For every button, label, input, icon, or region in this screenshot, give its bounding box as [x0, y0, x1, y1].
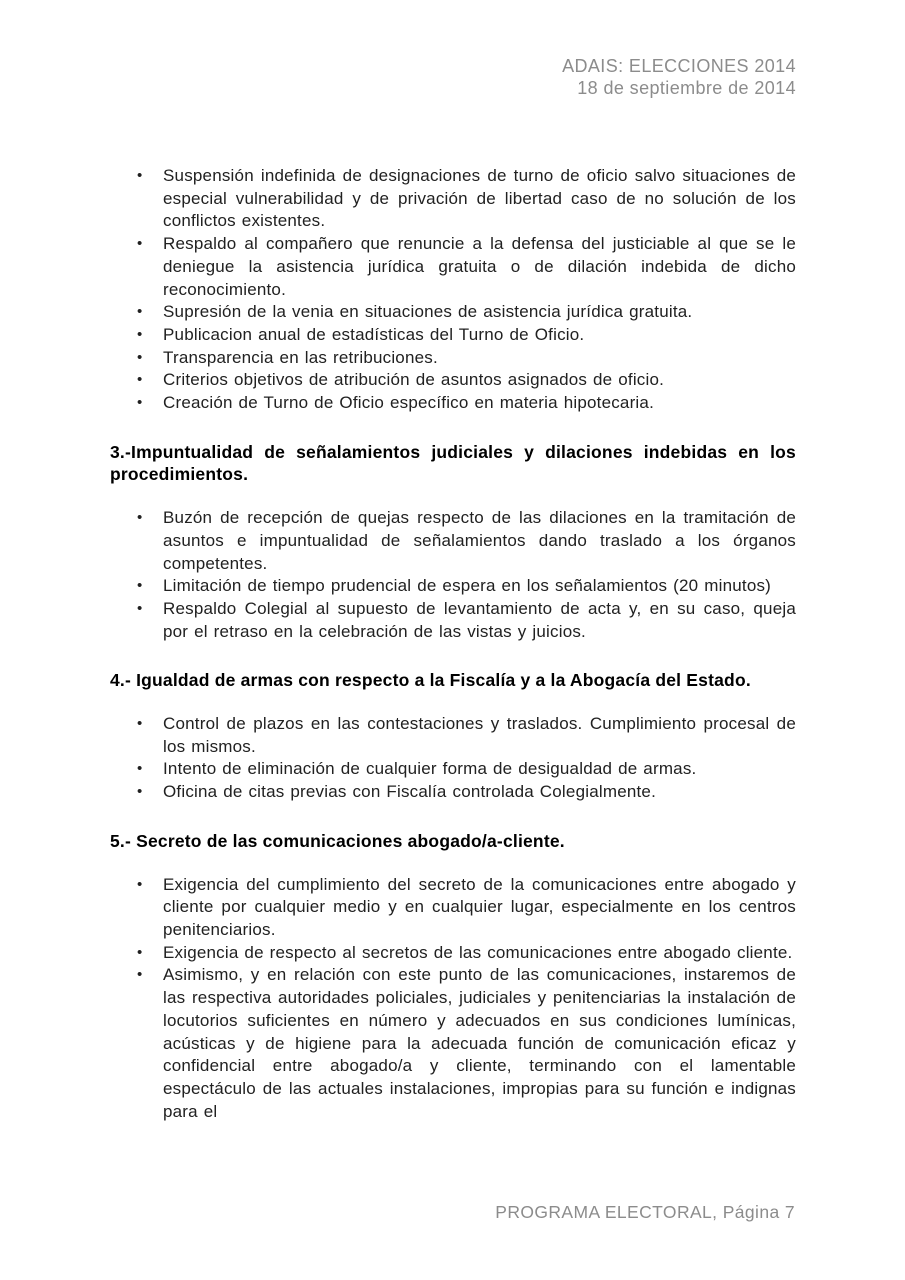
list-item: [110, 942, 796, 965]
page-content: [110, 55, 796, 1123]
list-item: [110, 301, 796, 324]
bullet-icon: •: [137, 509, 143, 527]
bullet-icon: •: [137, 394, 143, 412]
bullet-icon: •: [137, 966, 143, 984]
list-item-text: Suspensión indefinida de designaciones de turno de oficio salvo situaciones de especial vulnerabilidad y de privación de libertad caso de no solución de los conflictos existentes.: [163, 166, 796, 231]
section-heading: 4.- Igualdad de armas con respecto a la Fiscalía y a la Abogacía del Estado.: [110, 670, 751, 691]
list-item-text: Criterios objetivos de atribución de asuntos asignados de oficio.: [163, 370, 665, 390]
section-turno-oficio: [110, 165, 796, 415]
bullet-icon: •: [137, 875, 143, 893]
list-item-text: Transparencia en las retribuciones.: [163, 347, 438, 367]
list-item-text: Respaldo Colegial al supuesto de levantamiento de acta y, en su caso, queja por el retraso en la celebración de las vistas y juicios.: [163, 598, 796, 641]
list-item-text: Limitación de tiempo prudencial de espera en los señalamientos (20 minutos): [163, 576, 772, 596]
bullet-icon: •: [137, 167, 143, 184]
section-heading: 5.- Secreto de las comunicaciones abogado/a-cliente.: [110, 830, 565, 851]
bullet-icon: •: [137, 348, 143, 366]
list-item: [110, 964, 796, 1123]
list-item-text: Oficina de citas previas con Fiscalía controlada Colegialmente.: [163, 782, 657, 802]
list-item-text: Publicacion anual de estadísticas del Turno de Oficio.: [163, 324, 585, 344]
bullet-icon: •: [137, 303, 143, 321]
list-item-text: Respaldo al compañero que renuncie a la defensa del justiciable al que se le deniegue la asistencia jurídica gratuita o de dilación indebida de dicho reconocimiento.: [163, 234, 796, 299]
list-item-text: Exigencia del cumplimiento del secreto de la comunicaciones entre abogado y cliente por cualquier medio y en cualquier lugar, especialmente en los centros penitenciarios.: [163, 874, 796, 939]
list-item: [110, 165, 796, 233]
list-item: [110, 713, 796, 758]
bullet-icon: •: [137, 235, 143, 253]
list-item: [110, 369, 796, 392]
section-igualdad-armas: [110, 669, 796, 804]
list-item: [110, 874, 796, 942]
list-item-text: Intento de eliminación de cualquier forma de desigualdad de armas.: [163, 759, 697, 779]
header-title: ADAIS: ELECCIONES 2014: [562, 56, 796, 76]
list-item-text: Creación de Turno de Oficio específico en materia hipotecaria.: [163, 393, 654, 413]
list-item: [110, 233, 796, 301]
bullet-icon: •: [137, 943, 143, 961]
list-item-text: Buzón de recepción de quejas respecto de las dilaciones en la tramitación de asuntos e impuntualidad de señalamientos dando traslado a los órganos competentes.: [163, 508, 796, 573]
list-item: [110, 598, 796, 643]
list-item-text: Control de plazos en las contestaciones y traslados. Cumplimiento procesal de los mismos.: [163, 714, 796, 756]
bullet-icon: •: [137, 577, 143, 595]
section-impuntualidad: [110, 441, 796, 644]
footer-page-label: PROGRAMA ELECTORAL, Página 7: [495, 1202, 795, 1222]
list-item: [110, 392, 796, 415]
bullet-icon: •: [137, 325, 143, 343]
bullet-icon: •: [137, 599, 143, 617]
page-header: [110, 55, 796, 99]
list-item: [110, 781, 796, 804]
list-item: [110, 347, 796, 370]
list-item-text: Asimismo, y en relación con este punto de las comunicaciones, instaremos de las respectiva autoridades policiales, judiciales y penitenciarias la instalación de locutorios suficientes en número y adecuados en sus condiciones lumínicas, acústicas y de higiene para la adecuada función de comunicación eficaz y confidencial entre abogado/a y cliente, terminando con el lamentable espectáculo de las actuales instalaciones, impropias para su función e indignas para el: [163, 965, 796, 1121]
list-item-text: Exigencia de respecto al secretos de las comunicaciones entre abogado cliente.: [163, 942, 793, 962]
header-date: 18 de septiembre de 2014: [577, 78, 796, 98]
section-secreto-comunicaciones: [110, 830, 796, 1123]
bullet-icon: •: [137, 715, 143, 733]
bullet-icon: •: [137, 371, 143, 389]
list-item: [110, 507, 796, 575]
section-heading: 3.-Impuntualidad de señalamientos judiciales y dilaciones indebidas en los procedimientos.: [110, 441, 796, 485]
bullet-icon: •: [137, 783, 143, 801]
bullet-icon: •: [137, 760, 143, 778]
list-item-text: Supresión de la venia en situaciones de asistencia jurídica gratuita.: [163, 302, 693, 322]
list-item: [110, 758, 796, 781]
list-item: [110, 324, 796, 347]
list-item: [110, 575, 796, 598]
